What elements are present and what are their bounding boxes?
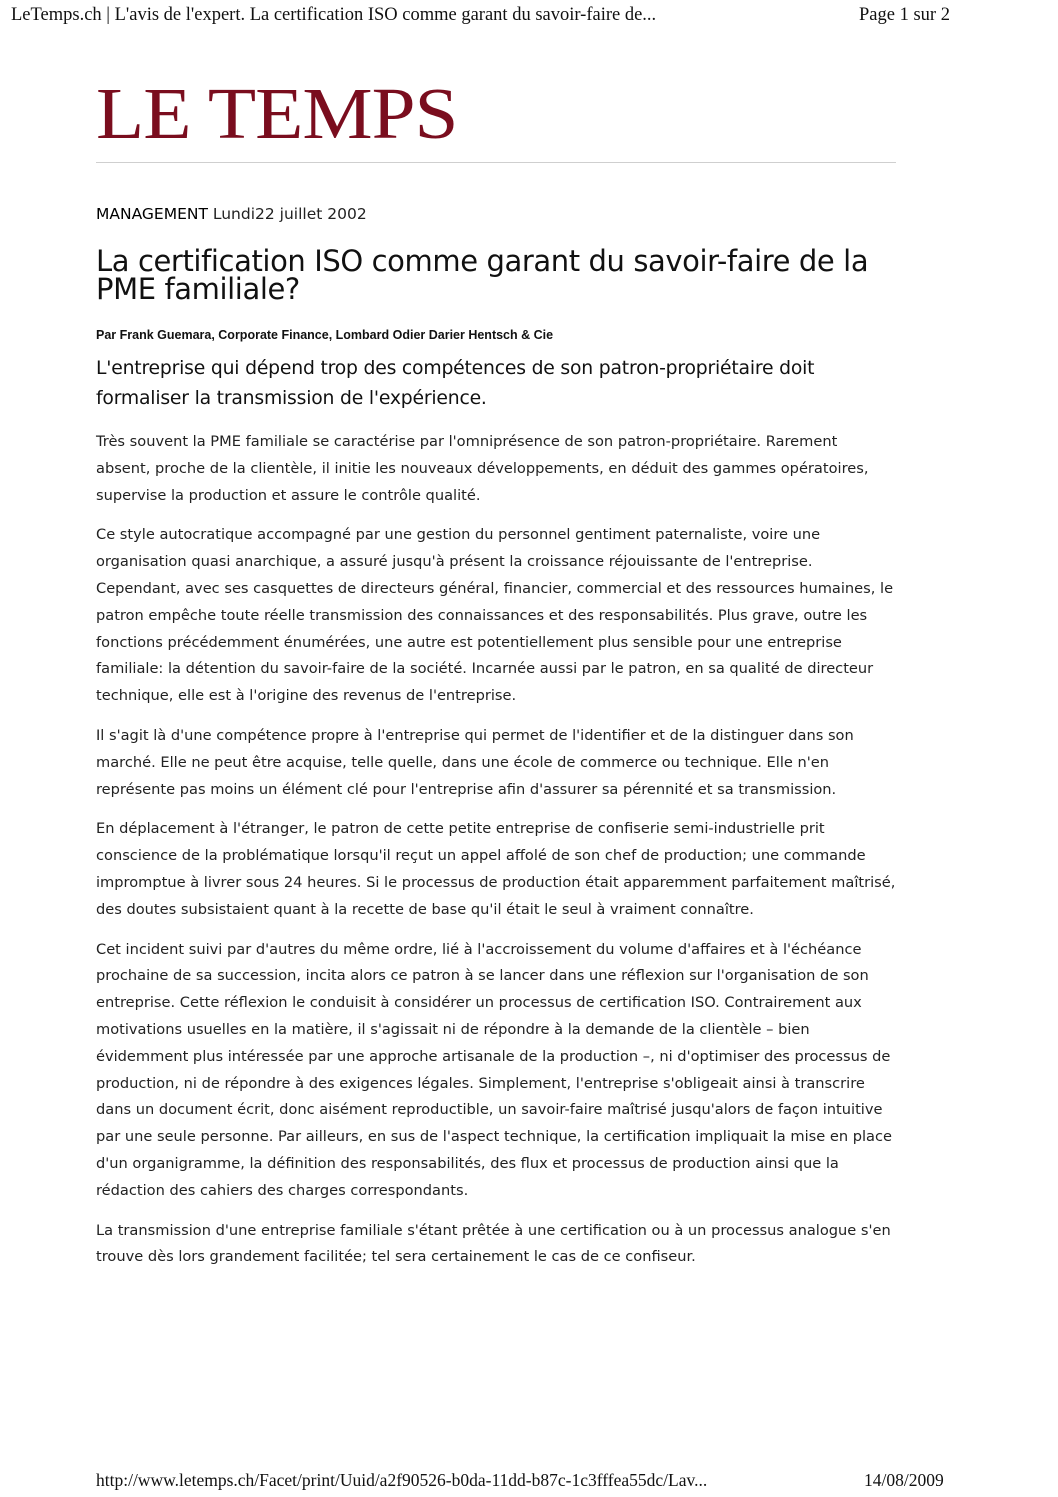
print-header-title: LeTemps.ch | L'avis de l'expert. La certification ISO comme garant du savoir-faire de...	[11, 5, 657, 25]
print-footer-url: http://www.letemps.ch/Facet/print/Uuid/a2f90526-b0da-11dd-b87c-1c3fffea55dc/Lav...	[96, 1470, 708, 1490]
article-paragraph: En déplacement à l'étranger, le patron de cette petite entreprise de confiserie semi-industrielle prit conscience de la problématique lorsqu'il reçut un appel affolé de son chef de production; une commande impromptue à livrer sous 24 heures. Si le processus de production était apparemment parfaitement maîtrisé, des doutes subsistaient quant à la recette de base qu'il était le seul à vraiment connaître.	[96, 820, 896, 918]
article-byline: Par Frank Guemara, Corporate Finance, Lombard Odier Darier Hentsch & Cie	[96, 328, 554, 342]
article-paragraph: La transmission d'une entreprise familiale s'étant prêtée à une certification ou à un processus analogue s'en trouve dès lors grandement facilitée; tel sera certainement le cas de ce confiseur.	[96, 1221, 891, 1266]
masthead-divider	[96, 162, 896, 163]
article	[96, 200, 896, 1271]
print-header-page-number: Page 1 sur 2	[859, 5, 950, 25]
print-footer-date: 14/08/2009	[864, 1470, 944, 1490]
article-paragraph: Cet incident suivi par d'autres du même ordre, lié à l'accroissement du volume d'affaires et à l'échéance prochaine de sa succession, incita alors ce patron à se lancer dans une réflexion sur l'organisation de son entreprise. Cette réflexion le conduisit à considérer un processus de certification ISO. Contrairement aux motivations usuelles en la matière, il s'agissait ni de répondre à la demande de la clientèle – bien évidemment plus intéressée par une approche artisanale de la production –, ni d'optimiser des processus de production, ni de répondre à des exigences légales. Simplement, l'entreprise s'obligeait ainsi à transcrire dans un document écrit, donc aisément reproductible, un savoir-faire maîtrisé jusqu'alors de façon intuitive par une seule personne. Par ailleurs, en sus de l'aspect technique, la certification impliquait la mise en place d'un organigramme, la définition des responsabilités, des flux et processus de production ainsi que la rédaction des cahiers des charges correspondants.	[96, 940, 893, 1199]
article-paragraph: Très souvent la PME familiale se caractérise par l'omniprésence de son patron-propriétaire. Rarement absent, proche de la clientèle, il initie les nouveaux développements, en déduit des gammes opératoires, supervise la production et assure le contrôle qualité.	[96, 433, 869, 504]
dateline	[96, 200, 896, 228]
print-footer	[96, 1470, 966, 1496]
print-header	[11, 5, 1057, 33]
section-label: MANAGEMENT	[96, 205, 208, 223]
article-paragraph: Il s'agit là d'une compétence propre à l'entreprise qui permet de l'identifier et de la distinguer dans son marché. Elle ne peut être acquise, telle quelle, dans une école de commerce ou technique. Elle n'en représente pas moins un élément clé pour l'entreprise afin d'assurer sa pérennité et sa transmission.	[96, 726, 854, 798]
newspaper-logo: LE TEMPS	[96, 74, 458, 155]
article-headline: La certification ISO comme garant du savoir-faire de la PME familiale?	[96, 244, 869, 306]
article-paragraph: Ce style autocratique accompagné par une gestion du personnel gentiment paternaliste, voire une organisation quasi anarchique, a assuré jusqu'à présent la croissance réjouissante de l'entreprise. Cependant, avec ses casquettes de directeurs général, financier, commercial et des ressources humaines, le patron empêche toute réelle transmission des connaissances et des responsabilités. Plus grave, outre les fonctions précédemment énumérées, une autre est potentiellement plus sensible pour une entreprise familiale: la détention du savoir-faire de la société. Incarnée aussi par le patron, en sa qualité de directeur technique, elle est à l'origine des revenus de l'entreprise.	[96, 526, 894, 705]
publication-date: Lundi22 juillet 2002	[212, 205, 367, 223]
article-lead: L'entreprise qui dépend trop des compétences de son patron-propriétaire doit formaliser la transmission de l'expérience.	[96, 358, 815, 409]
